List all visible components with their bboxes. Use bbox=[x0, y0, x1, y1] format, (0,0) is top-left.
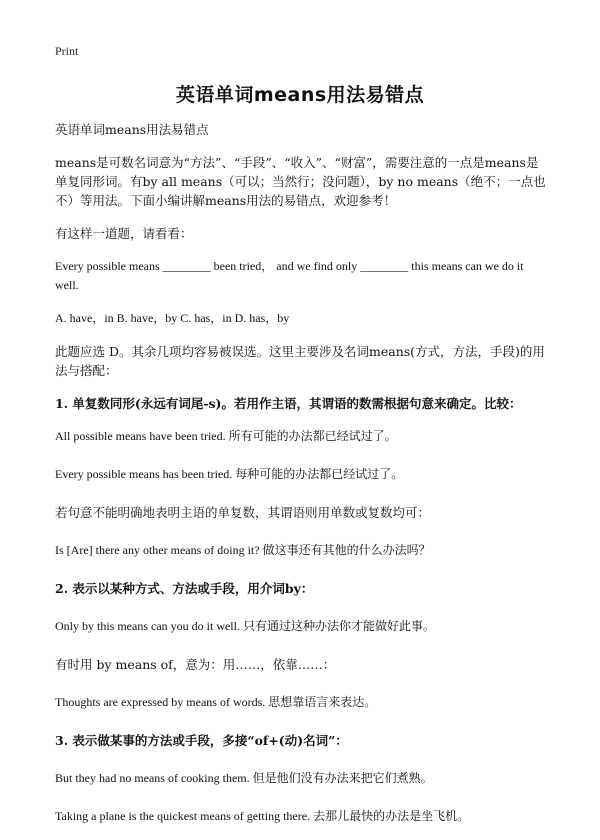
usage-note: 若句意不能明确地表明主语的单复数，其谓语则用单数或复数均可： bbox=[55, 505, 431, 520]
answer-explanation: 此题应选 D。其余几项均容易被误选。这里主要涉及名词means(方式，方法，手段)的用法与搭配： bbox=[55, 344, 545, 378]
section-2-heading: 2. 表示以某种方式、方法或手段，用介词by： bbox=[55, 581, 314, 596]
intro-paragraph: means是可数名词意为“方法”、“手段”、“收入”、“财富”，需要注意的一点是means是单复同形词。有by all means（可以；当然行；没问题），by no means（绝不；一点也不）等用法。下面小编讲解means用法的易错点，欢迎参考！ bbox=[55, 155, 546, 208]
section-1-heading: 1. 单复数同形(永远有词尾-s)。若用作主语，其谓语的数需根据句意来确定。比较： bbox=[55, 396, 522, 411]
question-text: Every possible means ________ been tried， and we find only ________ this means can we do it well. bbox=[55, 259, 524, 292]
print-link[interactable]: Print bbox=[55, 44, 79, 58]
article-body bbox=[55, 120, 547, 840]
example-sentence: All possible means have been tried. 所有可能的办法都已经试过了。 bbox=[55, 429, 397, 443]
question-intro: 有这样一道题，请看看： bbox=[55, 226, 193, 241]
page-title: 英语单词means用法易错点 bbox=[175, 84, 425, 106]
section-3-heading: 3. 表示做某事的方法或手段，多接“of+(动)名词”： bbox=[55, 733, 348, 748]
example-sentence: But they had no means of cooking them. 但是他们没有办法来把它们煮熟。 bbox=[55, 771, 433, 785]
subtitle: 英语单词means用法易错点 bbox=[55, 122, 209, 137]
usage-note: 有时用 by means of，意为：用……，依靠……： bbox=[55, 657, 336, 672]
example-sentence: Only by this means can you do it well. 只有通过这种办法你才能做好此事。 bbox=[55, 619, 435, 633]
example-sentence: Taking a plane is the quickest means of getting there. 去那儿最快的办法是坐飞机。 bbox=[55, 809, 470, 823]
answer-options: A. have，in B. have，by C. has，in D. has，by bbox=[55, 311, 290, 325]
example-sentence: Is [Are] there any other means of doing it? 做这事还有其他的什么办法吗？ bbox=[55, 543, 431, 557]
example-sentence: Every possible means has been tried. 每种可能的办法都已经试过了。 bbox=[55, 467, 404, 481]
example-sentence: Thoughts are expressed by means of words. 思想靠语言来表达。 bbox=[55, 695, 377, 709]
